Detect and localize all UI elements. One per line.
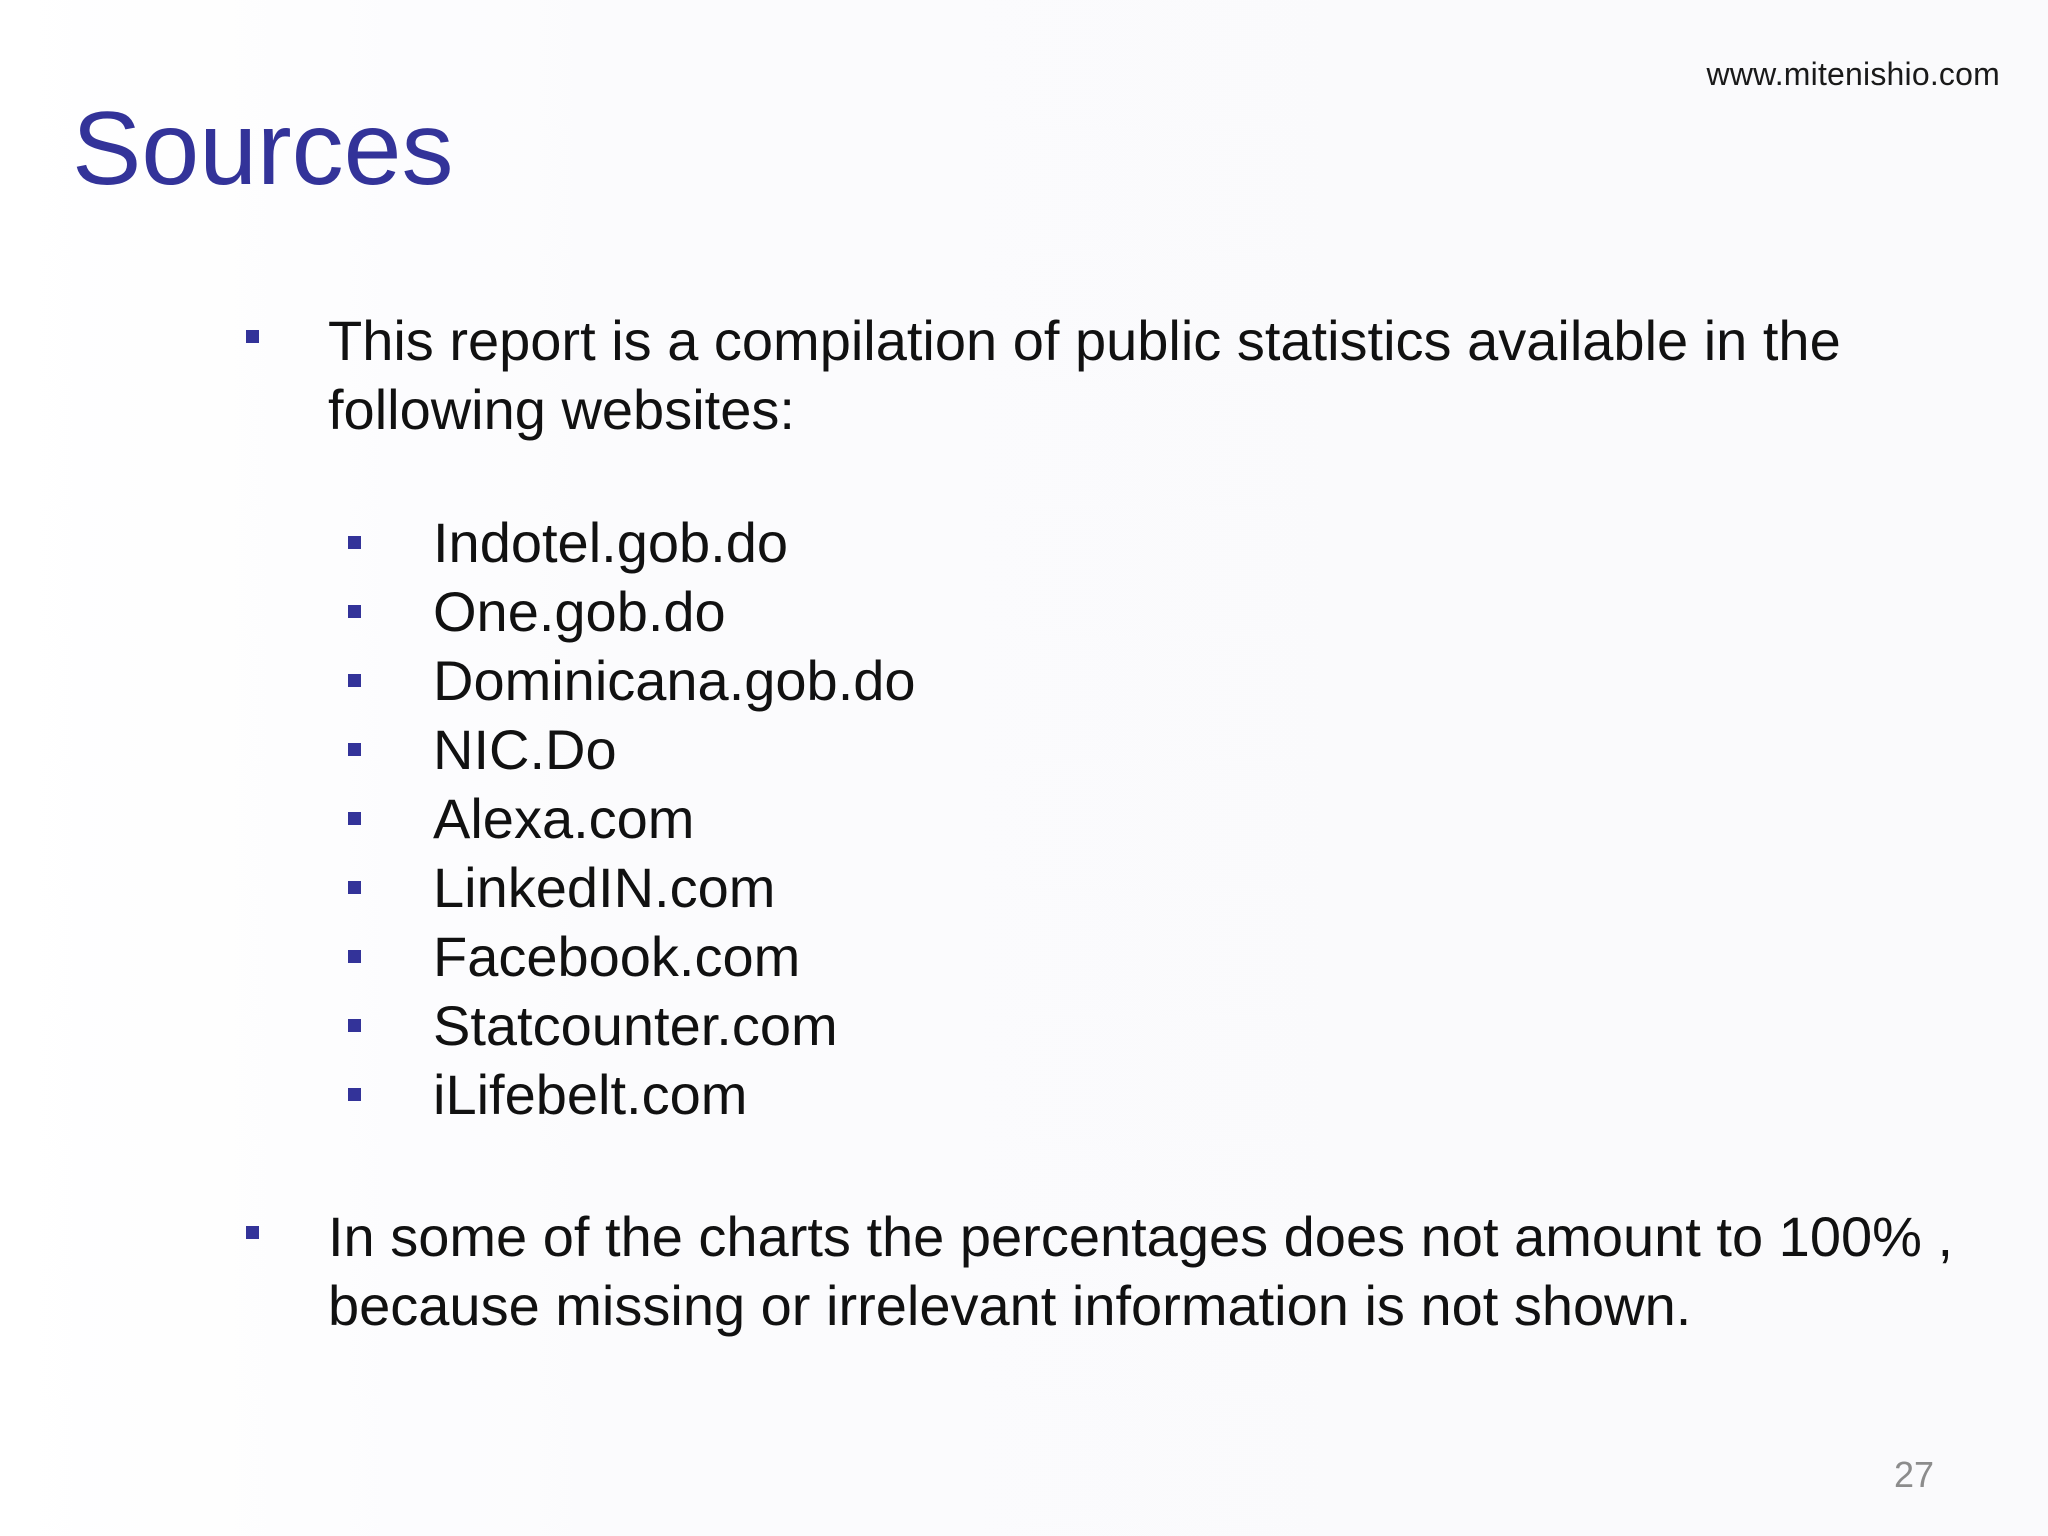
- list-item: [348, 853, 916, 922]
- source-name: Indotel.gob.do: [433, 511, 788, 574]
- square-bullet-icon: [348, 605, 361, 618]
- source-name: One.gob.do: [433, 580, 726, 643]
- list-item: [348, 784, 916, 853]
- square-bullet-icon: [348, 674, 361, 687]
- list-item: [348, 715, 916, 784]
- square-bullet-icon: [348, 881, 361, 894]
- square-bullet-icon: [348, 950, 361, 963]
- intro-bullet: [246, 306, 1966, 444]
- square-bullet-icon: [348, 536, 361, 549]
- square-bullet-icon: [348, 1088, 361, 1101]
- source-name: Alexa.com: [433, 787, 695, 850]
- note-text: In some of the charts the percentages does not amount to 100% , because missing or irrelevant information is not shown.: [328, 1205, 1954, 1337]
- source-name: iLifebelt.com: [433, 1063, 748, 1126]
- source-name: NIC.Do: [433, 718, 617, 781]
- square-bullet-icon: [246, 330, 259, 343]
- list-item: [348, 577, 916, 646]
- list-item: [348, 646, 916, 715]
- page-number: 27: [1893, 1454, 1934, 1495]
- source-name: Statcounter.com: [433, 994, 838, 1057]
- square-bullet-icon: [246, 1226, 259, 1239]
- list-item: [348, 1060, 916, 1129]
- sources-list: [348, 508, 916, 1129]
- website-url: www.mitenishio.com: [1706, 56, 2000, 92]
- source-name: Dominicana.gob.do: [433, 649, 916, 712]
- note-bullet: [246, 1202, 1966, 1340]
- intro-text: This report is a compilation of public statistics available in the following websites:: [328, 309, 1841, 441]
- square-bullet-icon: [348, 743, 361, 756]
- slide-title: Sources: [72, 91, 454, 207]
- source-name: LinkedIN.com: [433, 856, 776, 919]
- square-bullet-icon: [348, 812, 361, 825]
- square-bullet-icon: [348, 1019, 361, 1032]
- list-item: [348, 508, 916, 577]
- list-item: [348, 922, 916, 991]
- source-name: Facebook.com: [433, 925, 801, 988]
- list-item: [348, 991, 916, 1060]
